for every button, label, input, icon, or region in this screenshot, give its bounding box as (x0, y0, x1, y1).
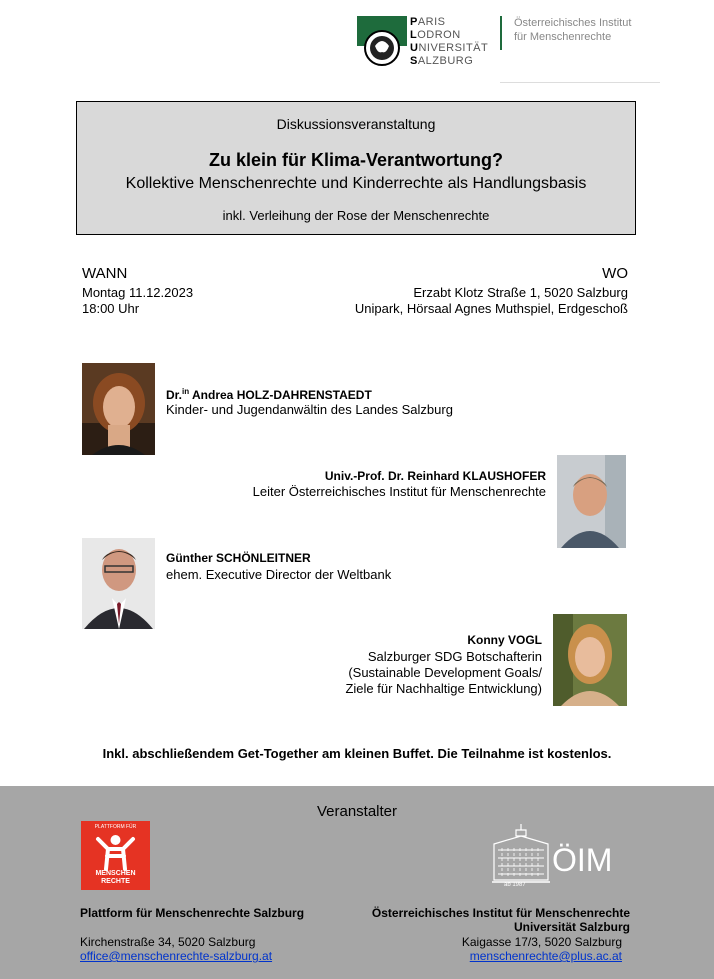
speaker-name: Dr.$^{in}$ Andrea HOLZ-DAHRENSTAEDT (166, 387, 372, 402)
speaker-role: Kinder- und Jugendanwältin des Landes Salzburg (166, 402, 453, 417)
oim-logo (490, 822, 626, 890)
plus-university-logo (357, 16, 407, 68)
when-label: WANN (82, 265, 128, 282)
speaker-role: ehem. Executive Director der Weltbank (166, 567, 392, 582)
event-type: Diskussionsveranstaltung (276, 116, 436, 132)
building-icon (490, 822, 552, 890)
event-title: Zu klein für Klima-Verantwortung? (208, 150, 504, 170)
when-date: Montag 11.12.2023 (82, 285, 194, 300)
pfm-logo-top-text: PLATTFORM FÜR (94, 824, 137, 830)
oim-header-text (514, 16, 631, 44)
event-title-box (76, 101, 636, 235)
speaker-name: Konny VOGL (467, 633, 542, 647)
organizer-left-name: Plattform für Menschenrechte Salzburg (80, 906, 305, 920)
speaker-name: Univ.-Prof. Dr. Reinhard KLAUSHOFER (324, 469, 546, 483)
where-label: WO (602, 265, 628, 282)
when-time: 18:00 Uhr (82, 301, 140, 316)
organizer-right-university: Universität Salzburg (513, 920, 630, 934)
speaker-role-line: Salzburger SDG Botschafterin (367, 649, 542, 664)
organizer-right-email-link[interactable]: menschenrechte@plus.ac.at (469, 949, 622, 963)
where-room: Unipark, Hörsaal Agnes Muthspiel, Erdgeschoß (354, 301, 628, 316)
plus-line: SALZBURG (410, 55, 474, 67)
organizer-heading: Veranstalter (316, 803, 398, 820)
speaker-role (345, 649, 542, 697)
oim-header-line2: für Menschenrechte (514, 31, 612, 43)
organizer-left-email-link[interactable]: office@menschenrechte-salzburg.at (80, 949, 273, 963)
where-address: Erzabt Klotz Straße 1, 5020 Salzburg (413, 285, 628, 300)
event-subtitle: Kollektive Menschenrechte und Kinderrechte als Handlungsbasis (125, 175, 587, 192)
speaker-role-line: Ziele für Nachhaltige Entwicklung) (345, 681, 542, 696)
plus-university-wordmark (410, 16, 488, 68)
oim-logo-text: ÖIM (552, 842, 613, 878)
oim-logo-year: ab 1987 (504, 882, 526, 888)
plus-line: UNIVERSITÄT (410, 42, 489, 54)
speaker-photo (553, 614, 627, 706)
plus-line: LODRON (410, 29, 461, 41)
pfm-logo-bottom-text-2: RECHTE (101, 878, 130, 885)
speaker-photo (82, 538, 155, 629)
organizer-right-address: Kaigasse 17/3, 5020 Salzburg (461, 935, 622, 949)
pfm-logo-bottom-text-1: MENSCHEN (95, 870, 136, 877)
closing-note: Inkl. abschließendem Get-Together am kleinen Buffet. Die Teilnahme ist kostenlos. (102, 746, 612, 761)
platform-human-rights-logo (81, 821, 150, 890)
header-rule (500, 82, 660, 83)
event-note: inkl. Verleihung der Rose der Menschenrechte (222, 208, 490, 223)
plus-line: PARIS (410, 16, 446, 28)
organizer-right-name: Österreichisches Institut für Menschenrechte (371, 906, 630, 920)
speaker-name: Günther SCHÖNLEITNER (166, 551, 311, 565)
oim-header-line1: Österreichisches Institut (514, 17, 632, 29)
speaker-role-line: (Sustainable Development Goals/ (348, 665, 542, 680)
speaker-role: Leiter Österreichisches Institut für Menschenrechte (252, 484, 546, 499)
organizer-left-address: Kirchenstraße 34, 5020 Salzburg (80, 935, 256, 949)
speaker-photo (557, 455, 626, 548)
header-divider (500, 16, 502, 50)
speaker-photo (82, 363, 155, 455)
